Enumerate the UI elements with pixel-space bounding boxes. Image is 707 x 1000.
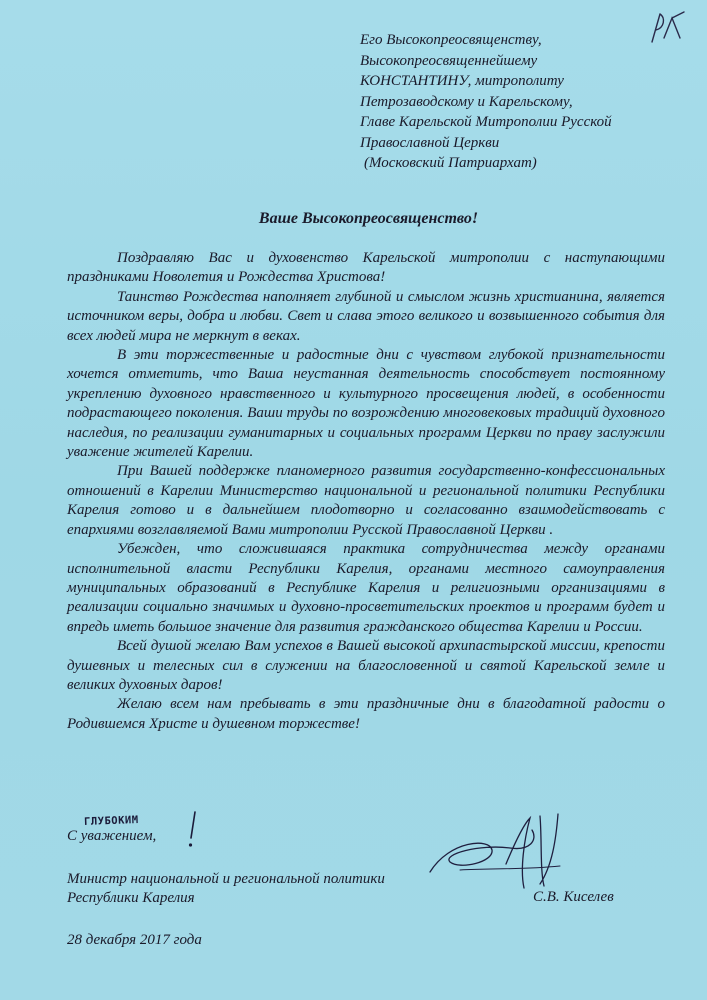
closing-phrase: С уважением,: [67, 828, 157, 844]
letter-body: [67, 249, 665, 734]
salutation: Ваше Высокопреосвященство!: [258, 210, 479, 227]
body-paragraph: В эти торжественные и радостные дни с чувством глубокой признательности хочется отметить, что Ваша неустанная деятельность способствует постоянному укреплению духовного нравственного и культурного просвещения людей, в особенности подрастающего поколения. Ваши труды по возрождению многовековых традиций духовного наследия, по реализации гуманитарных и социальных программ Церкви по праву заслужили уважение жителей Карелии.: [67, 347, 665, 461]
addressee-line: КОНСТАНТИНУ, митрополиту: [360, 73, 564, 89]
body-paragraph: При Вашей поддержке планомерного развития государственно-конфессиональных отношений в Карелии Министерство национальной и региональной политики Республики Карелия готово и в дальнейшем плодотворно и согласованно взаимодействовать с епархиями возглавляемой Вами митрополии Русской Православной Церкви .: [67, 463, 665, 538]
handwritten-exclamation-mark: [186, 810, 200, 850]
letter-date: 28 декабря 2017 года: [67, 932, 202, 948]
signer-name: С.В. Киселев: [533, 889, 614, 905]
handwritten-signature: [420, 810, 590, 900]
body-paragraph: Поздравляю Вас и духовенство Карельской митрополии с наступающими праздниками Новолетия и Рождества Христова!: [67, 250, 665, 286]
signatory-title: [67, 870, 385, 908]
body-paragraph: Убежден, что сложившаяся практика сотрудничества между органами исполнительной власти Республики Карелия, органами местного самоуправления муниципальных образований в Республике Карелия и религиозными организациями в реализации социально значимых и духовно-просветительских проектов и программ будет и впредь иметь большое значение для развития гражданского общества Карелии и России.: [67, 541, 665, 635]
signatory-title-line: Республики Карелия: [67, 890, 195, 906]
addressee-line: Высокопреосвященнейшему: [360, 52, 538, 69]
addressee-block: [360, 30, 690, 174]
body-paragraph: Всей душой желаю Вам успехов в Вашей высокой архипастырской миссии, крепости душевных и телесных сил в служении на благословенной и святой Карельской земле и великих духовных даров!: [67, 638, 665, 693]
addressee-line: Православной Церкви: [360, 134, 500, 151]
signatory-title-line: Министр национальной и региональной политики: [67, 871, 385, 887]
addressee-line: (Московский Патриархат): [364, 155, 537, 171]
handwritten-note: ГЛУБОКИМ: [83, 814, 139, 828]
addressee-line: Петрозаводскому и Карельскому,: [360, 93, 573, 110]
addressee-line: Главе Карельской Митрополии Русской: [360, 114, 612, 130]
addressee-line: Его Высокопреосвященству,: [360, 32, 542, 48]
body-paragraph: Таинство Рождества наполняет глубиной и смыслом жизнь христианина, является источником веры, добра и любви. Свет и слава этого великого и возвышенного события для всех людей мира не меркнут в веках.: [67, 288, 665, 344]
body-paragraph: Желаю всем нам пребывать в эти праздничные дни в благодатной радости о Родившемся Христе и душевном торжестве!: [67, 696, 665, 732]
